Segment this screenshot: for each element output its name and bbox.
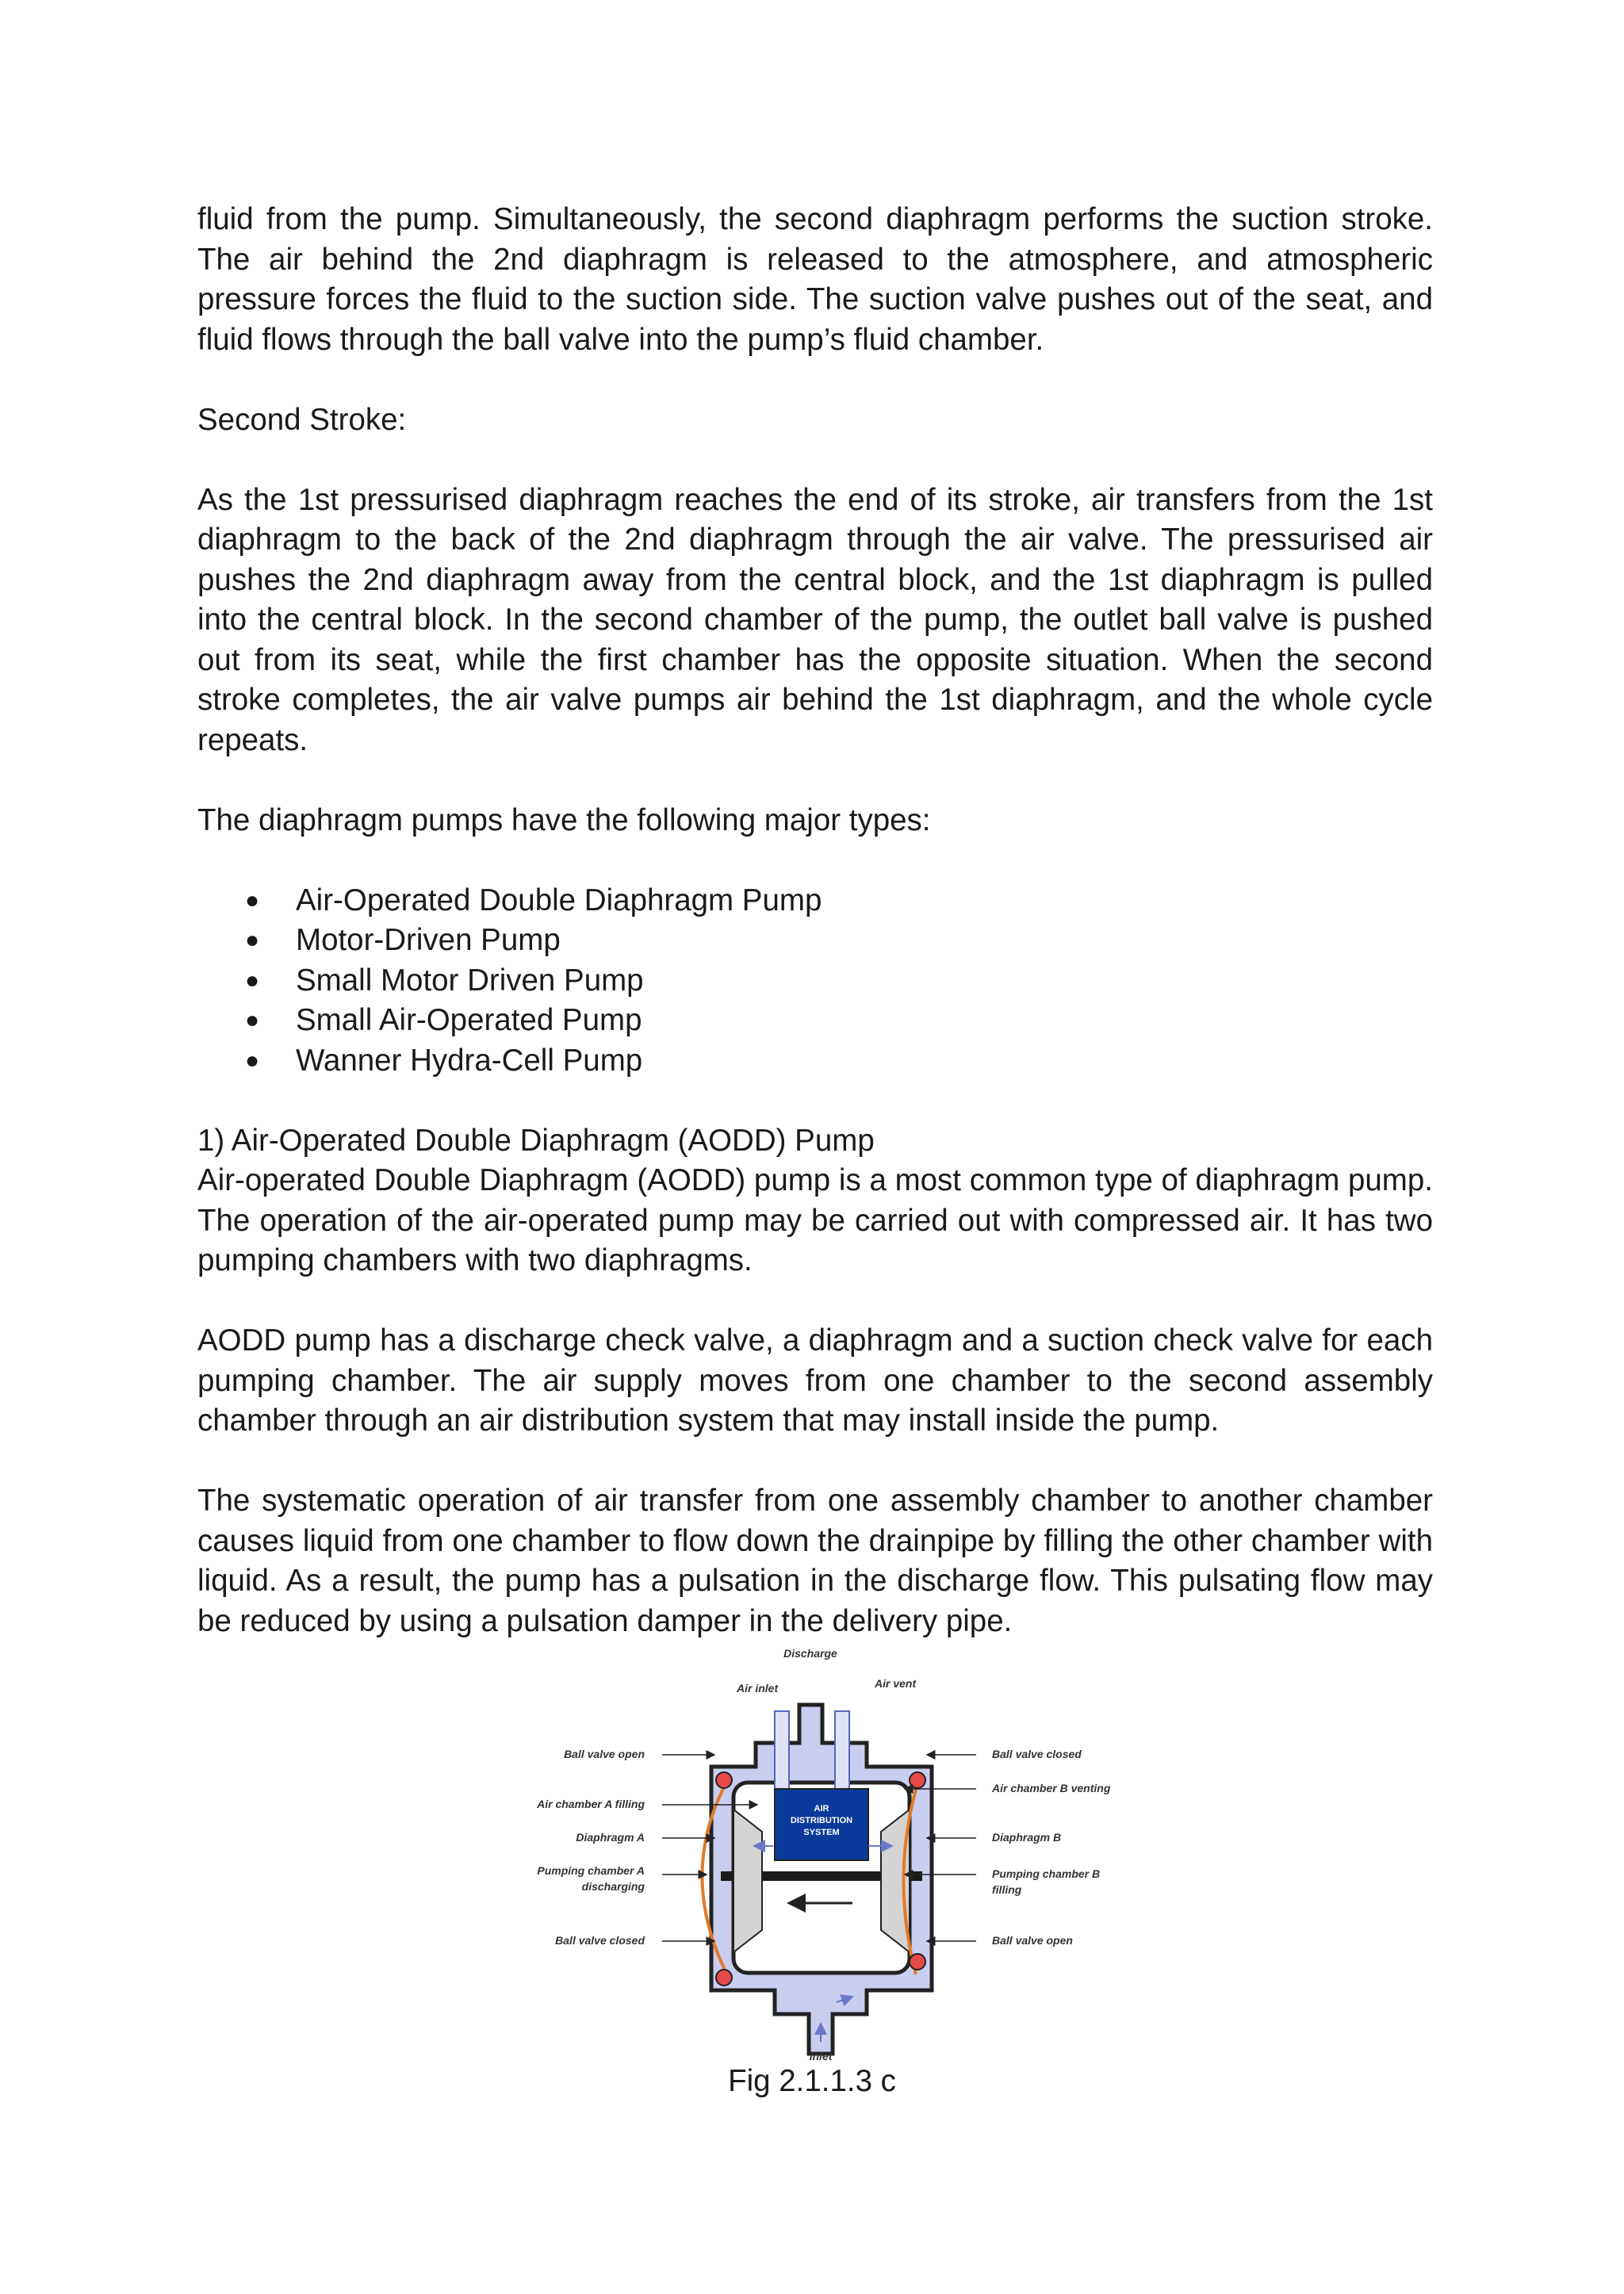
label-air-vent: Air vent	[875, 1677, 917, 1690]
box-label-2: DISTRIBUTION	[790, 1816, 853, 1825]
box-label-1: AIR	[814, 1804, 829, 1813]
label-ball-valve-closed-left: Ball valve closed	[555, 1934, 645, 1947]
label-inlet: Inlet	[809, 2050, 833, 2062]
aodd-heading: 1) Air-Operated Double Diaphragm (AODD) Pump	[197, 1123, 875, 1158]
paragraph-intro: fluid from the pump. Simultaneously, the second diaphragm performs the suction stroke. The air behind the 2nd diaphragm is released to the atmosphere, and atmospheric pressure forces the fluid to the suction side. The suction valve pushes out of the seat, and fluid flows through the ball valve into the pump’s fluid chamber.	[197, 202, 1433, 357]
bullet-icon: ●	[245, 1047, 260, 1074]
paragraph-second-stroke: As the 1st pressurised diaphragm reaches the end of its stroke, air transfers from the 1st diaphragm to the back of the 2nd diaphragm through the air valve. The pressurised air pushes the 2nd diaphragm away from the central block, and the 1st diaphragm is pulled into the central block. In the second chamber of the pump, the outlet ball valve is pushed out from its seat, while the first chamber has the opposite situation. When the second stroke completes, the air valve pumps air behind the 1st diaphragm, and the whole cycle repeats.	[197, 482, 1433, 757]
list-item: ● Wanner Hydra-Cell Pump	[197, 1041, 1433, 1082]
label-air-chamber-a: Air chamber A filling	[537, 1798, 645, 1810]
body-text	[197, 200, 1433, 1641]
label-ball-valve-open-right: Ball valve open	[992, 1934, 1073, 1947]
ball-valve-top-right	[910, 1772, 925, 1788]
label-pumping-a-1: Pumping chamber A	[537, 1864, 645, 1877]
label-air-inlet: Air inlet	[737, 1682, 779, 1695]
figure-caption: Fig 2.1.1.3 c	[728, 2064, 896, 2098]
bullet-icon: ●	[245, 967, 260, 994]
list-item: ● Small Air-Operated Pump	[197, 1001, 1433, 1041]
label-ball-valve-open-left: Ball valve open	[564, 1748, 645, 1760]
bullet-icon: ●	[245, 1007, 260, 1033]
ball-valve-bottom-right	[910, 1954, 925, 1970]
second-stroke-heading: Second Stroke:	[197, 402, 407, 437]
label-pumping-b-2: filling	[992, 1883, 1022, 1896]
label-pumping-a-2: discharging	[581, 1880, 645, 1893]
pump-types-list	[197, 881, 1433, 1082]
bullet-icon: ●	[245, 887, 260, 913]
list-item: ● Motor-Driven Pump	[197, 921, 1433, 961]
list-item: ● Air-Operated Double Diaphragm Pump	[197, 881, 1433, 921]
label-air-chamber-b: Air chamber B venting	[992, 1782, 1111, 1794]
box-label-3: SYSTEM	[803, 1828, 840, 1837]
label-pumping-b-1: Pumping chamber B	[992, 1867, 1101, 1880]
paragraph-aodd-pulsation: The systematic operation of air transfer from one assembly chamber to another chamber causes liquid from one chamber to flow down the drainpipe by filling the other chamber with liquid. As a result, the pump has a pulsation in the discharge flow. This pulsating flow may be reduced by using a pulsation damper in the delivery pipe.	[197, 1484, 1433, 1638]
paragraph-types-intro: The diaphragm pumps have the following major types:	[197, 802, 931, 837]
paragraph-aodd-description: Air-operated Double Diaphragm (AODD) pump is a most common type of diaphragm pump. The operation of the air-operated pump may be carried out with compressed air. It has two pumping chambers with two diaphragms.	[197, 1163, 1433, 1277]
list-item: ● Small Motor Driven Pump	[197, 961, 1433, 1001]
ball-valve-bottom-left	[716, 1970, 732, 1986]
label-diaphragm-b: Diaphragm B	[992, 1831, 1062, 1844]
label-ball-valve-closed-right: Ball valve closed	[992, 1748, 1082, 1760]
bullet-icon: ●	[245, 927, 260, 953]
label-discharge: Discharge	[783, 1647, 837, 1660]
paragraph-aodd-valves: AODD pump has a discharge check valve, a diaphragm and a suction check valve for each pumping chamber. The air supply moves from one chamber to the second assembly chamber through an air distribution system that may install inside the pump.	[197, 1323, 1433, 1438]
label-diaphragm-a: Diaphragm A	[576, 1831, 645, 1844]
ball-valve-top-left	[716, 1772, 732, 1788]
aodd-pump-diagram	[519, 1641, 1122, 2062]
